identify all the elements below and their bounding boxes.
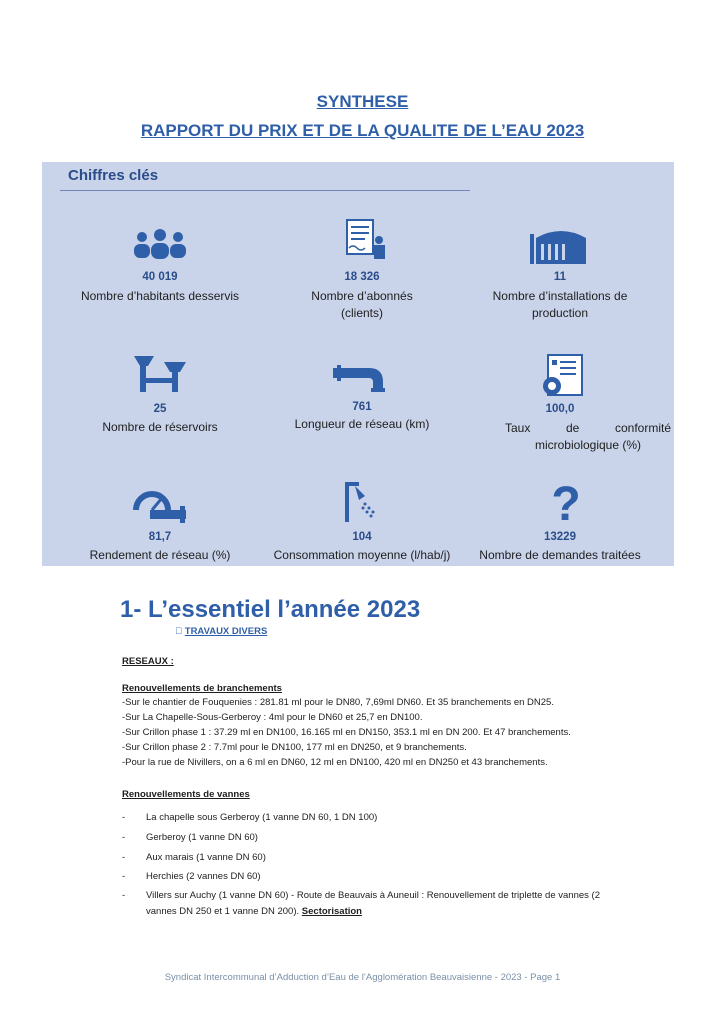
branchements-title: Renouvellements de branchements <box>122 683 282 694</box>
contract-icon <box>335 218 395 262</box>
key-figures-title: Chiffres clés <box>68 167 159 184</box>
kpi-label-reservoirs: Nombre de réservoirs <box>102 420 218 434</box>
travaux-label: TRAVAUX DIVERS <box>175 626 258 637</box>
branchements-line-1: -Sur le chantier de Fouquenies : 281.81 ml pour le DN80, 7,69ml DN60. Et 35 branchements en DN25. <box>122 697 554 708</box>
kpi-value-reservoirs: 25 <box>153 403 167 415</box>
list-dash: - <box>122 832 126 843</box>
list-dash: - <box>122 890 126 901</box>
kpi-value-rendement: 81,7 <box>148 531 172 543</box>
sectorisation-label: Sectorisation <box>301 906 362 917</box>
kpi-value-habitants: 40 019 <box>142 271 178 283</box>
kpi-value-conformite: 100,0 <box>545 403 575 415</box>
kpi-value-demandes: 13229 <box>544 531 576 543</box>
vannes-item-3: Aux marais (1 vanne DN 60) <box>146 852 266 863</box>
vannes-title: Renouvellements de vannes <box>122 789 250 800</box>
page-footer: Syndicat Intercommunal d’Adduction d’Eau de l’Agglomération Beauvaisienne - 2023 - Page 1 <box>164 972 561 983</box>
key-figures-divider <box>60 190 470 191</box>
factory-icon <box>528 222 588 266</box>
question-icon <box>536 480 596 524</box>
vannes-item-5: Villers sur Auchy (1 vanne DN 60) - Route de Beauvais à Auneuil : Renouvellement de triplette de vannes (2 <box>146 890 600 901</box>
branchements-line-2: -Sur La Chapelle-Sous-Gerberoy : 4ml pour le DN60 et 25,7 en DN100. <box>122 712 423 723</box>
kpi-value-abonnes: 18 326 <box>344 271 380 283</box>
kpi-label-rendement: Rendement de réseau (%) <box>89 548 231 562</box>
water-tower-icon <box>130 352 190 396</box>
reseaux-label: RESEAUX : <box>122 656 174 667</box>
title-synthese: SYNTHESE <box>316 92 409 111</box>
pipe-icon <box>333 352 393 396</box>
branchements-line-4: -Sur Crillon phase 2 : 7.7ml pour le DN100, 177 ml en DN250, et 9 branchements. <box>122 742 467 753</box>
branchements-line-5: -Pour la rue de Nivillers, on a 6 ml en DN60, 12 ml en DN100, 420 ml en DN250 et 43 branchements. <box>122 757 548 768</box>
microscope-report-icon <box>530 354 590 398</box>
shower-icon <box>335 478 395 522</box>
kpi-label-abonnes: Nombre d’abonnés (clients) <box>311 289 413 320</box>
kpi-label-installations: Nombre d’installations de production <box>492 289 628 320</box>
kpi-label-demandes: Nombre de demandes traitées <box>479 548 641 562</box>
vannes-item-2: Gerberoy (1 vanne DN 60) <box>146 832 258 843</box>
kpi-label-reseau: Longueur de réseau (km) <box>294 417 430 431</box>
subheading-bullet <box>175 626 182 637</box>
kpi-label-conformite: Taux de conformité microbiologique (%) <box>505 421 671 452</box>
list-dash: - <box>122 812 126 823</box>
kpi-label-consommation: Consommation moyenne (l/hab/j) <box>273 548 451 562</box>
kpi-value-reseau: 761 <box>352 401 372 413</box>
kpi-value-consommation: 104 <box>352 531 372 543</box>
vannes-item-4: Herchies (2 vannes DN 60) <box>146 871 261 882</box>
travaux-subheading <box>175 626 267 637</box>
kpi-label-habitants: Nombre d’habitants desservis <box>80 289 240 303</box>
list-dash: - <box>122 852 126 863</box>
kpi-value-installations: 11 <box>553 271 567 283</box>
vannes-item-1: La chapelle sous Gerberoy (1 vanne DN 60, 1 DN 100) <box>146 812 378 823</box>
svg-text:?: ? <box>551 480 581 524</box>
vannes-item-5-cont: vannes DN 250 et 1 vanne DN 200). Sectorisation <box>146 906 362 917</box>
section-heading: 1- L’essentiel l’année 2023 <box>120 596 421 623</box>
gauge-pipe-icon <box>130 480 190 524</box>
people-icon <box>130 222 190 266</box>
title-rapport: RAPPORT DU PRIX ET DE LA QUALITE DE L’EAU 2023 <box>140 121 585 140</box>
branchements-line-3: -Sur Crillon phase 1 : 37.29 ml en DN100, 16.165 ml en DN150, 353.1 ml en DN 200. Et 47 branchements. <box>122 727 571 738</box>
list-dash: - <box>122 871 126 882</box>
